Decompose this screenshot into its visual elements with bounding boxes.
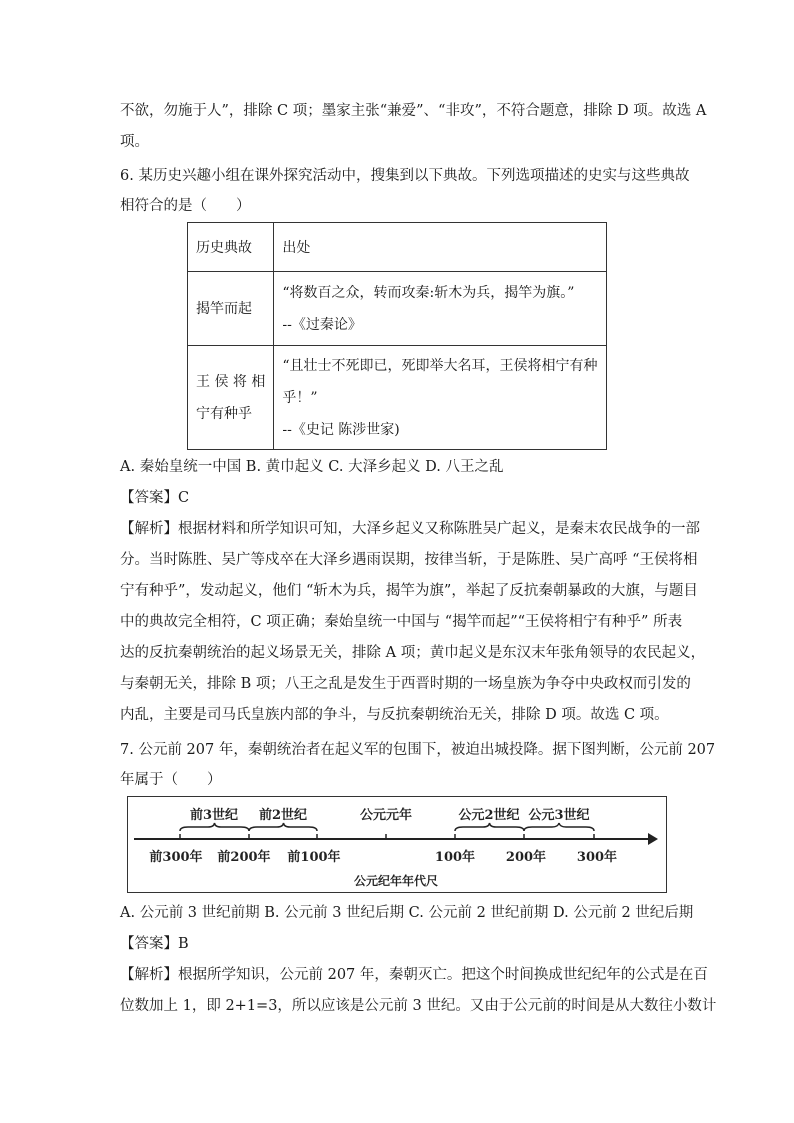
table-row bbox=[188, 346, 607, 450]
paragraph-line: 项。 bbox=[120, 134, 149, 150]
question-6-stem: 相符合的是（ ） bbox=[120, 198, 251, 214]
analysis-line: 达的反抗秦朝统治的起义场景无关，排除 A 项；黄巾起义是东汉末年张角领导的农民起义， bbox=[120, 645, 706, 661]
analysis-line: 【解析】根据所学知识，公元前 207 年，秦朝灭亡。把这个时间换成世纪纪年的公式是在百 bbox=[120, 967, 708, 983]
century-label: 前2世纪 bbox=[258, 808, 308, 823]
paragraph-line: 不欲，勿施于人”，排除 C 项；墨家主张“兼爱”、“非攻”，不符合题意，排除 D 项。故选 A bbox=[120, 103, 707, 119]
analysis-line: 内乱，主要是司马氏皇族内部的争斗，与反抗秦朝统治无关，排除 D 项。故选 C 项。 bbox=[120, 707, 669, 723]
century-brace bbox=[249, 823, 317, 831]
question-7-options: A. 公元前 3 世纪前期 B. 公元前 3 世纪后期 C. 公元前 2 世纪前期 D. 公元前 2 世纪后期 bbox=[120, 905, 694, 921]
tick-label: 前200年 bbox=[217, 850, 271, 865]
timeline-svg bbox=[128, 797, 665, 891]
century-brace bbox=[180, 823, 249, 831]
analysis-line: 【解析】根据材料和所学知识可知，大泽乡起义又称陈胜吴广起义，是秦末农民战争的一部 bbox=[120, 521, 700, 537]
table-header-source: 出处 bbox=[274, 223, 606, 272]
table-header-allusion: 历史典故 bbox=[188, 223, 274, 272]
century-brace bbox=[524, 823, 594, 831]
question-7-stem: 7. 公元前 207 年，秦朝统治者在起义军的包围下，被迫出城投降。据下图判断，公元前 207 bbox=[120, 742, 716, 758]
analysis-line: 与秦朝无关，排除 B 项；八王之乱是发生于西晋时期的一场皇族为争夺中央政权而引发的 bbox=[120, 676, 691, 692]
cell-line: 宁有种乎 bbox=[196, 405, 252, 422]
cell-line: --《过秦论》 bbox=[282, 316, 362, 333]
century-label: 前3世纪 bbox=[189, 808, 239, 823]
tick-label: 300年 bbox=[576, 850, 618, 865]
analysis-line: 宁有种乎”，发动起义，他们 “斩木为兵，揭竿为旗”，举起了反抗秦朝暴政的大旗，与题目 bbox=[120, 583, 698, 599]
table-cell-allusion bbox=[188, 346, 274, 450]
century-label: 公元2世纪 bbox=[458, 808, 520, 823]
cell-line: 揭竿而起 bbox=[196, 300, 252, 317]
cell-line: 王 侯 将 相 bbox=[196, 373, 266, 390]
tick-label: 前300年 bbox=[149, 850, 203, 865]
tick-label: 200年 bbox=[505, 850, 547, 865]
table-row bbox=[188, 272, 607, 346]
timeline-figure bbox=[127, 796, 667, 893]
question-7-stem: 年属于（ ） bbox=[120, 772, 222, 788]
arrow-head-icon bbox=[648, 833, 658, 845]
cell-line: 乎！” bbox=[282, 389, 318, 406]
century-brace bbox=[455, 823, 524, 831]
cell-line: “且壮士不死即已，死即举大名耳，王侯将相宁有种 bbox=[282, 357, 598, 374]
century-label: 公元3世纪 bbox=[528, 808, 590, 823]
cell-line: --《史记 陈涉世家) bbox=[282, 421, 400, 438]
question-7-answer: 【答案】B bbox=[120, 936, 189, 952]
timeline-caption: 公元纪年年代尺 bbox=[353, 874, 439, 888]
tick-label: 100年 bbox=[434, 850, 476, 865]
table-header-row bbox=[188, 223, 607, 272]
question-6-stem: 6. 某历史兴趣小组在课外探究活动中，搜集到以下典故。下列选项描述的史实与这些典故 bbox=[120, 168, 690, 184]
table-cell-allusion bbox=[188, 272, 274, 346]
allusion-table bbox=[187, 222, 607, 450]
cell-line: “将数百之众，转而攻秦:斩木为兵，揭竿为旗。” bbox=[282, 284, 575, 301]
analysis-line: 中的典故完全相符，C 项正确；秦始皇统一中国与 “揭竿而起”“王侯将相宁有种乎” 所表 bbox=[120, 614, 683, 630]
tick-label: 前100年 bbox=[287, 850, 341, 865]
question-6-answer: 【答案】C bbox=[120, 490, 190, 506]
table-cell-source bbox=[274, 272, 606, 346]
analysis-line: 位数加上 1，即 2+1=3，所以应该是公元前 3 世纪。又由于公元前的时间是从大数往小数计 bbox=[120, 998, 717, 1014]
analysis-line: 分。当时陈胜、吴广等戍卒在大泽乡遇雨误期，按律当斩，于是陈胜、吴广高呼 “王侯将相 bbox=[120, 552, 698, 568]
question-6-options: A. 秦始皇统一中国 B. 黄巾起义 C. 大泽乡起义 D. 八王之乱 bbox=[120, 459, 504, 475]
table-cell-source bbox=[274, 346, 606, 450]
century-label: 公元元年 bbox=[359, 808, 413, 823]
